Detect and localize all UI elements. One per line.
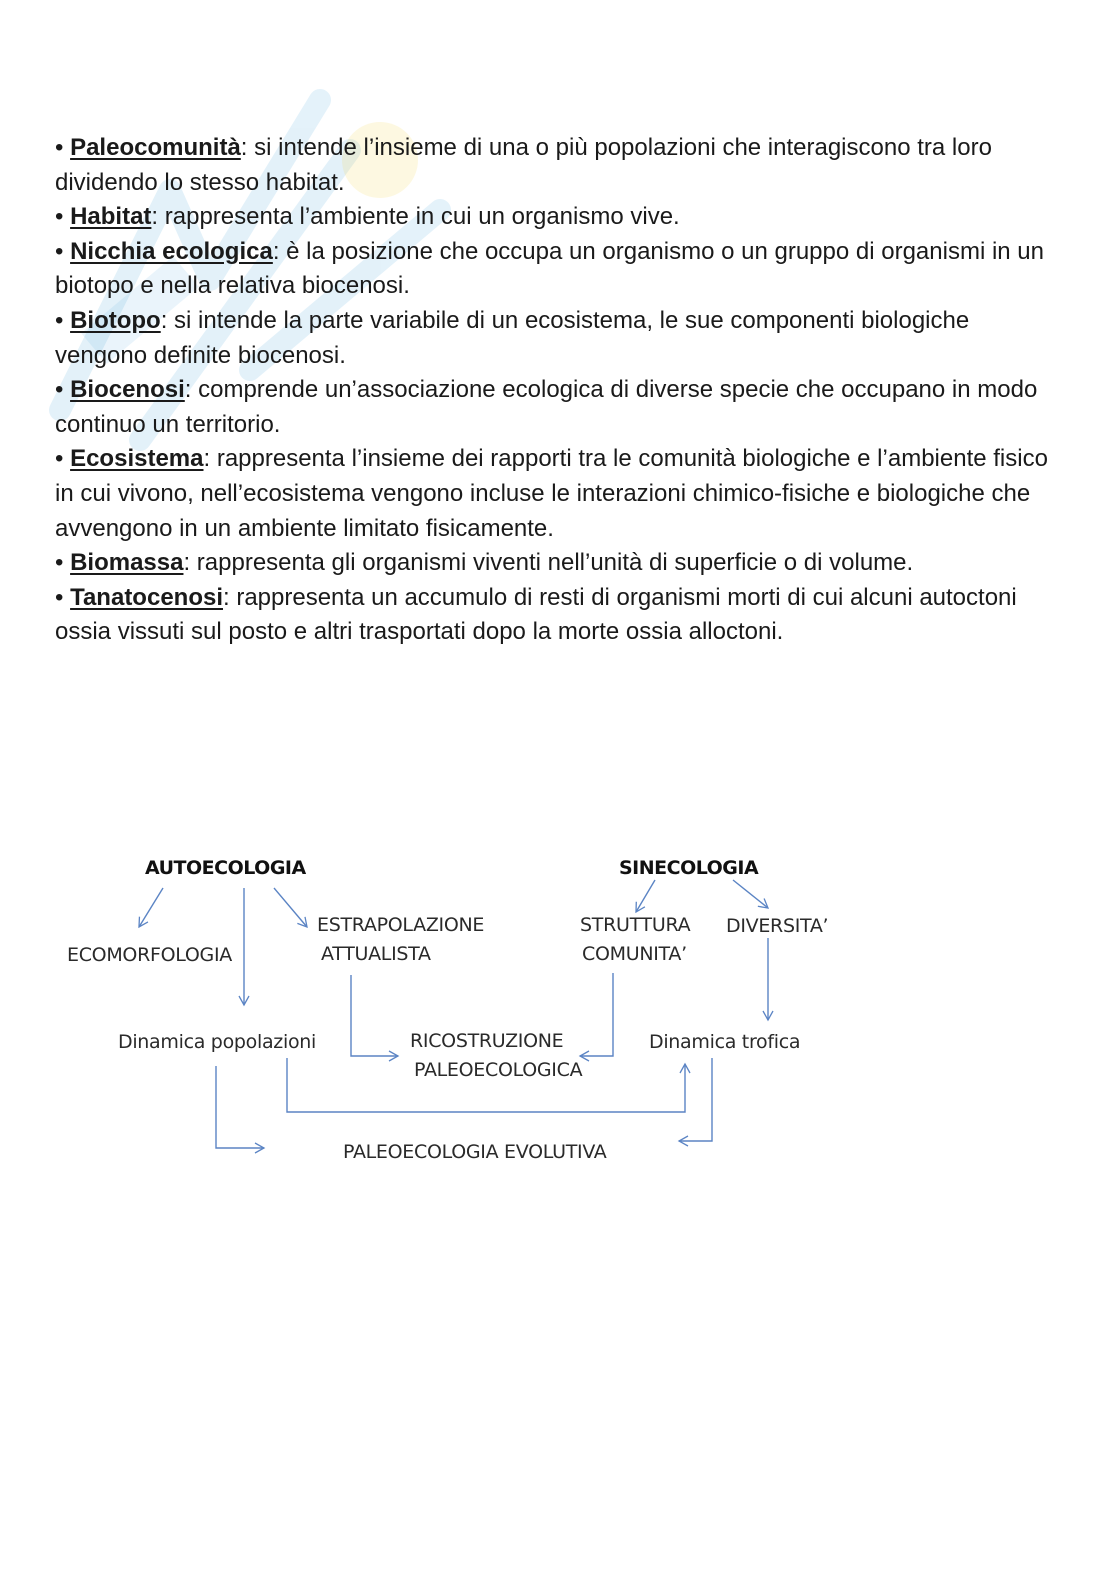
paleoecology-diagram (0, 830, 1118, 1190)
arrow-auto-to-ecomorfologia (139, 888, 163, 927)
struttura-line2: COMUNITA’ (582, 943, 687, 965)
definition-text: : si intende l’insieme di una o più popolazioni che interagiscono tra loro dividendo lo stesso habitat. (55, 134, 992, 196)
ecomorfologia-label: ECOMORFOLOGIA (67, 944, 232, 966)
definition-text: : rappresenta l’insieme dei rapporti tra le comunità biologiche e l’ambiente fisico in cui vivono, nell’ecosistema vengono incluse le interazioni chimico-fisiche e biologiche che avvengono in un ambiente limitato fisicamente. (55, 445, 1048, 542)
struttura-line1: STRUTTURA (580, 914, 691, 936)
struttura-comunita-label (580, 911, 690, 969)
definition-biomassa (55, 546, 1055, 581)
bullet: • (55, 134, 64, 161)
term-paleocomunita: Paleocomunità (70, 134, 241, 161)
estrapolazione-line2: ATTUALISTA (321, 943, 431, 965)
arrow-auto-to-estrapolazione (274, 888, 307, 927)
term-habitat: Habitat (70, 203, 152, 231)
term-ecosistema: Ecosistema (70, 445, 204, 473)
definition-text: : comprende un’associazione ecologica di diverse specie che occupano in modo continuo un territorio. (55, 376, 1038, 438)
definition-text: : rappresenta un accumulo di resti di organismi morti di cui alcuni autoctoni ossia vissuti sul posto e altri trasportati dopo la morte ossia alloctoni. (55, 583, 1017, 646)
bullet: • (55, 549, 64, 577)
arrow-sine-to-diversita (733, 880, 768, 908)
bullet: • (55, 445, 64, 473)
estrapolazione-attualista-label (317, 911, 484, 969)
arrow-popolazioni-to-evolutiva (216, 1066, 264, 1148)
term-nicchia-ecologica: Nicchia ecologica (70, 237, 273, 265)
definition-paleocomunita (55, 131, 1055, 200)
definition-ecosistema (55, 442, 1055, 546)
term-biotopo: Biotopo (70, 306, 161, 334)
arrow-sine-to-struttura (636, 880, 655, 912)
definition-habitat (55, 200, 1055, 235)
term-biocenosi: Biocenosi (70, 376, 185, 404)
estrapolazione-line1: ESTRAPOLAZIONE (317, 914, 485, 936)
bullet: • (55, 376, 64, 404)
term-tanatocenosi: Tanatocenosi (70, 583, 223, 611)
arrow-struttura-to-ricostruzione (580, 973, 613, 1056)
definition-tanatocenosi (55, 581, 1055, 650)
ricostruzione-line1: RICOSTRUZIONE (410, 1030, 564, 1052)
term-biomassa: Biomassa (70, 549, 184, 577)
bullet: • (55, 583, 64, 611)
definition-nicchia-ecologica (55, 235, 1055, 304)
definition-biocenosi (55, 373, 1055, 442)
autoecologia-label: AUTOECOLOGIA (145, 857, 306, 879)
diagram-arrows (0, 830, 1118, 1190)
bullet: • (55, 203, 64, 231)
definitions-list (55, 131, 1055, 650)
ricostruzione-paleoecologica-label (410, 1027, 582, 1085)
definition-text: : rappresenta l’ambiente in cui un organismo vive. (151, 203, 680, 231)
bullet: • (55, 237, 64, 265)
arrow-trofica-to-evolutiva (679, 1058, 712, 1141)
ricostruzione-line2: PALEOECOLOGICA (414, 1059, 583, 1081)
definition-text: : si intende la parte variabile di un ecosistema, le sue componenti biologiche vengono definite biocenosi. (55, 306, 970, 369)
dinamica-popolazioni-label: Dinamica popolazioni (118, 1031, 316, 1053)
definition-text: : rappresenta gli organismi viventi nell’unità di superficie o di volume. (183, 549, 914, 577)
definition-text: : è la posizione che occupa un organismo o un gruppo di organismi in un biotopo e nella relativa biocenosi. (55, 237, 1044, 300)
sinecologia-label: SINECOLOGIA (619, 857, 759, 879)
diversita-label: DIVERSITA’ (726, 915, 829, 937)
paleoecologia-evolutiva-label: PALEOECOLOGIA EVOLUTIVA (343, 1141, 607, 1163)
bullet: • (55, 306, 64, 334)
definition-biotopo (55, 304, 1055, 373)
arrow-estrapolazione-to-ricostruzione (351, 975, 398, 1056)
dinamica-trofica-label: Dinamica trofica (649, 1031, 801, 1053)
